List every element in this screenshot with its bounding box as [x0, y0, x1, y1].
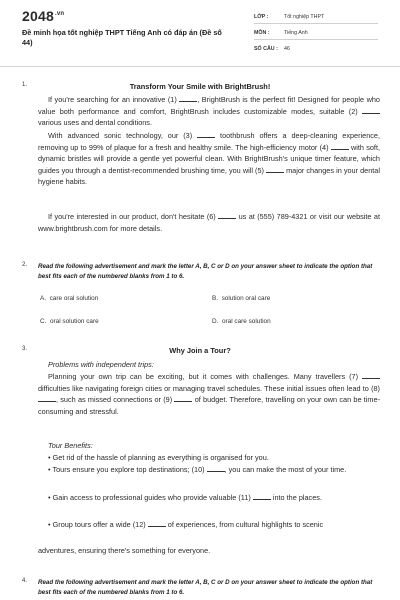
passage-title-text: Transform Your Smile with BrightBrush!: [129, 82, 271, 91]
text-span: various uses and dental conditions.: [38, 118, 152, 128]
info-value: Tốt nghiệp THPT: [284, 14, 325, 20]
option-text: care oral solution: [49, 295, 99, 302]
doc-title: Đề minh họa tốt nghiệp THPT Tiếng Anh có đáp án (Đề số 44): [22, 28, 222, 47]
answer-blank: [179, 94, 197, 102]
answer-blank: [362, 371, 380, 379]
logo-text: 2048: [22, 8, 54, 24]
answer-blank: [331, 142, 349, 150]
text-span: • Group tours offer a wide (12): [48, 520, 148, 529]
info-label: MÔN :: [254, 30, 270, 36]
text-span: If you're searching for an innovative (1): [48, 95, 180, 104]
option-text: oral care solution: [221, 318, 271, 325]
text-span: toothbrush offers a deep-cleaning experience, removing up to 99% of plaque for a fresh and healthy smile. The high-efficiency motor (4): [38, 131, 380, 152]
passage-paragraph: [38, 94, 380, 129]
question-number: 1.: [22, 82, 28, 88]
text-span: us at (555) 789-4321 or visit our website at www.brightbrush.com for more details.: [38, 212, 380, 233]
info-label: LỚP :: [254, 14, 269, 20]
question-number: 4.: [22, 578, 28, 584]
benefit-item: [38, 464, 380, 476]
text-span: If you're interested in our product, don't hesitate (6): [48, 212, 219, 221]
passage-title: [0, 82, 400, 91]
answer-blank: [148, 519, 166, 527]
text-span: • Tours ensure you explore top destinations; (10): [48, 465, 207, 474]
divider: [254, 39, 378, 40]
option-letter: B.: [212, 295, 219, 302]
answer-blank: [253, 492, 271, 500]
page-header: [0, 0, 400, 66]
option-text: oral solution care: [49, 318, 99, 325]
text-span: With advanced sonic technology, our (3): [48, 131, 198, 140]
text-span: , you can make the most of your time.: [224, 465, 347, 474]
section-heading: Tour Benefits:: [48, 441, 93, 450]
answer-blank: [362, 106, 380, 114]
benefit-item: • Get rid of the hassle of planning as everything is organised for you.: [48, 453, 269, 462]
info-label: SỐ CÂU :: [254, 46, 278, 52]
text-span: • Gain access to professional guides who provide valuable (11): [48, 493, 253, 502]
option-b[interactable]: [212, 295, 270, 302]
question-instruction: Read the following advertisement and mark the letter A, B, C or D on your answer sheet to indicate the option that best fits each of the numbered blanks from 1 to 6.: [38, 579, 373, 596]
logo-suffix: .vn: [54, 11, 65, 18]
option-d[interactable]: [212, 318, 271, 325]
answer-blank: [38, 394, 56, 402]
info-value: 46: [284, 46, 290, 52]
passage-title: [0, 346, 400, 355]
text-span: difficulties like navigating foreign cities or managing travel schedules. These initial issues often lead to (8): [38, 383, 380, 393]
question-number: 3.: [22, 346, 28, 352]
benefit-item: [38, 492, 380, 504]
divider: [254, 23, 378, 24]
answer-blank: [218, 211, 236, 219]
text-span: major changes in your dental hygiene habits.: [38, 165, 380, 187]
option-text: solution oral care: [221, 295, 271, 302]
site-logo[interactable]: [22, 8, 64, 24]
text-span: with soft, dynamic bristles will provide a gentle yet powerful clean. With BrightBrush's unique timer feature, which guides you through a dentist-recommended brushing time, you will (5): [38, 142, 380, 175]
header-divider: [0, 66, 400, 67]
text-span: of experiences, from cultural highlights to scenic: [165, 520, 324, 529]
answer-blank: [207, 464, 225, 472]
passage-paragraph: [38, 130, 380, 188]
section-heading: Problems with independent trips:: [48, 360, 154, 369]
text-span: , BrightBrush is the perfect fit! Designed for people who value both performance and comfort, BrightBrush includes customizable modes, suitable (2): [38, 95, 380, 116]
answer-blank: [197, 130, 215, 138]
passage-paragraph: [38, 211, 380, 234]
passage-paragraph: [38, 371, 380, 417]
option-letter: A.: [40, 295, 47, 302]
benefit-item: [38, 519, 380, 531]
text-span: of budget. Therefore, travelling on your own can be time-consuming and stressful.: [38, 395, 380, 416]
question-instruction: Read the following advertisement and mark the letter A, B, C or D on your answer sheet to indicate the option that best fits each of the numbered blanks from 1 to 6.: [38, 263, 373, 280]
option-a[interactable]: [40, 295, 98, 302]
option-c[interactable]: [40, 318, 99, 325]
passage-title-text: Why Join a Tour?: [169, 346, 231, 355]
option-letter: C.: [40, 318, 47, 325]
info-value: Tiếng Anh: [284, 30, 308, 36]
benefit-item-continued: adventures, ensuring there's something for everyone.: [38, 546, 211, 555]
answer-blank: [266, 165, 284, 173]
option-letter: D.: [212, 318, 219, 325]
text-span: into the places.: [270, 493, 322, 502]
text-span: , such as missed connections or (9): [56, 395, 175, 405]
question-number: 2.: [22, 262, 28, 268]
text-span: Planning your own trip can be exciting, but it comes with challenges. Many travellers (7): [48, 372, 362, 381]
answer-blank: [174, 394, 192, 402]
